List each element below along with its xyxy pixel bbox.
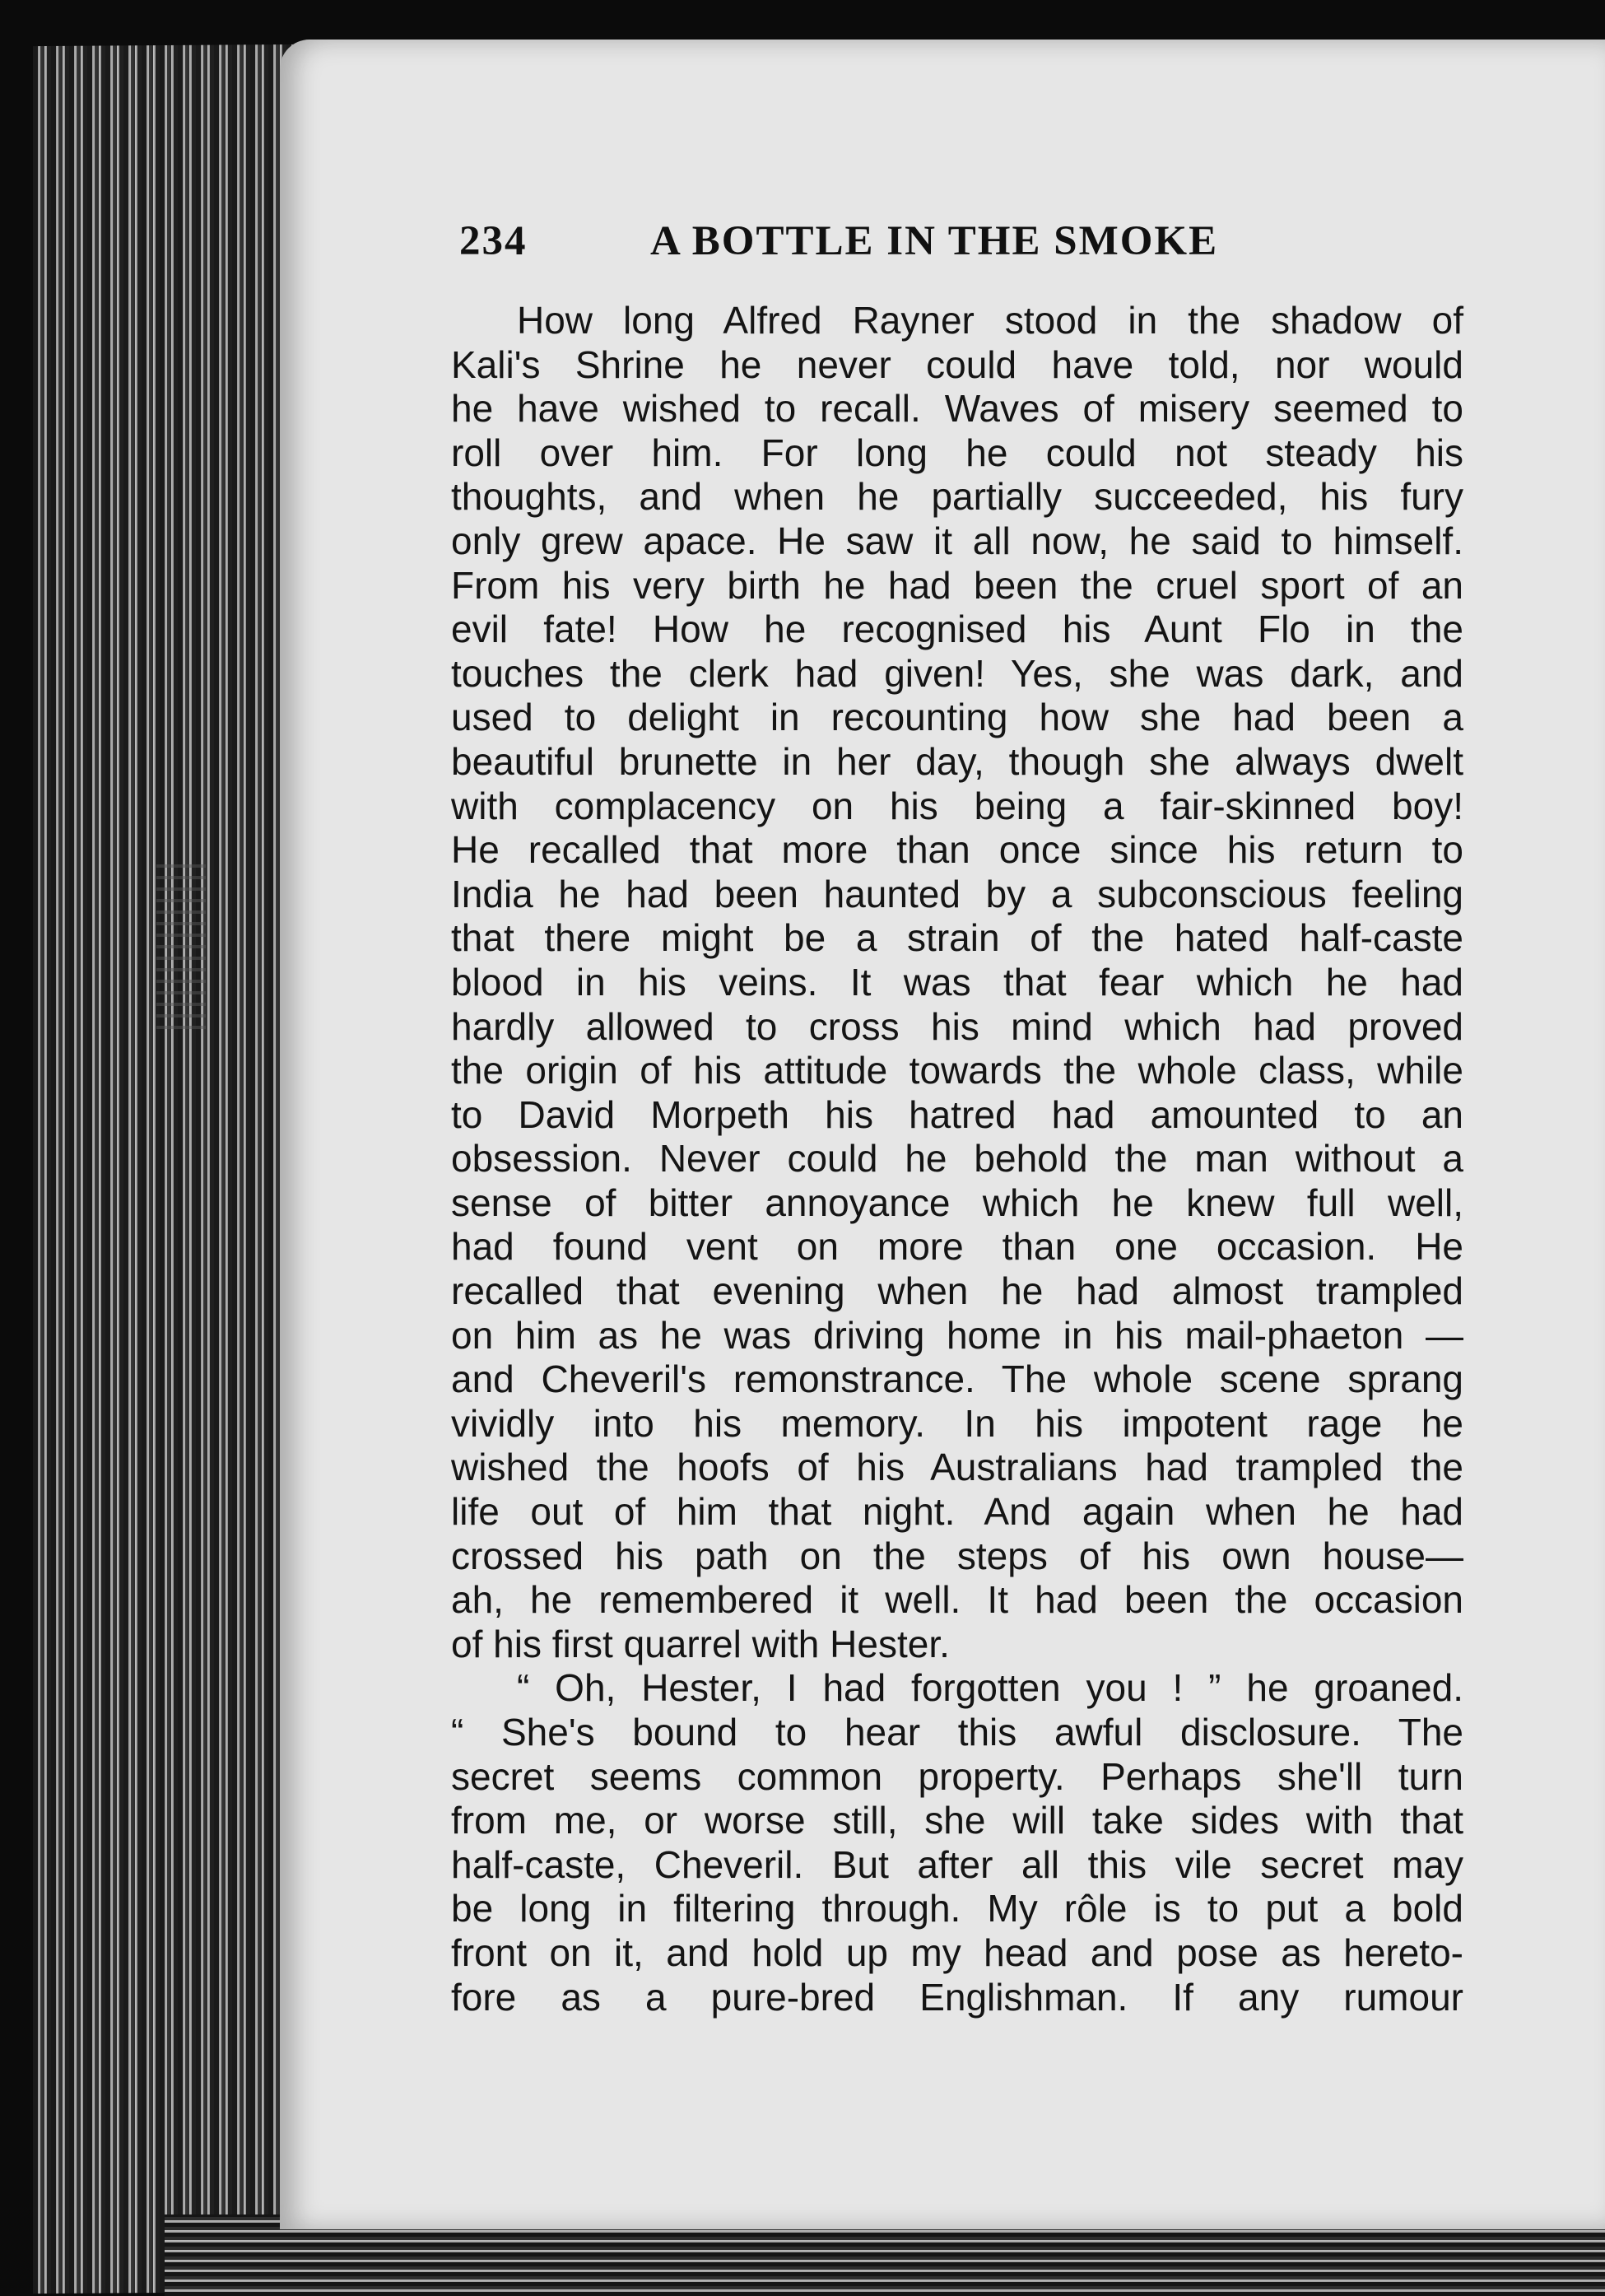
text-line: Kali's Shrine he never could have told, nor would	[451, 342, 1463, 386]
text-line: hardly allowed to cross his mind which had proved	[451, 1004, 1463, 1048]
text-line: thoughts, and when he partially succeeded, his fury	[451, 475, 1463, 519]
running-head	[459, 184, 1381, 264]
book-page	[280, 40, 1605, 2229]
text-line: “ Oh, Hester, I had forgotten you ! ” he groaned.	[517, 1666, 1463, 1710]
text-line: half-caste, Cheveril. But after all this vile secret may	[451, 1842, 1463, 1886]
text-line: life out of him that night. And again when he had	[451, 1490, 1463, 1534]
text-line: on him as he was driving home in his mail-phaeton —	[451, 1313, 1463, 1357]
text-line: be long in filtering through. My rôle is to put a bold	[451, 1887, 1463, 1930]
text-line: roll over him. For long he could not steady his	[451, 431, 1463, 474]
text-line: How long Alfred Rayner stood in the shadow of	[517, 299, 1463, 342]
text-line: with complacency on his being a fair-skinned boy!	[451, 784, 1463, 827]
text-line: obsession. Never could he behold the man without a	[451, 1137, 1463, 1181]
text-line: used to delight in recounting how she had been a	[451, 696, 1463, 739]
text-line: evil fate! How he recognised his Aunt Flo in the	[451, 608, 1463, 651]
text-line: front on it, and hold up my head and pose as hereto-	[451, 1930, 1463, 1974]
text-line: to David Morpeth his hatred had amounted to an	[451, 1092, 1463, 1136]
text-line: He recalled that more than once since his return to	[451, 828, 1463, 872]
text-line: had found vent on more than one occasion. He	[451, 1225, 1463, 1269]
running-title: A BOTTLE IN THE SMOKE	[650, 218, 1219, 264]
text-line: that there might be a strain of the hated half-caste	[451, 916, 1463, 960]
text-line: ah, he remembered it well. It had been the occasion	[451, 1578, 1463, 1622]
text-line: vividly into his memory. In his impotent rage he	[451, 1401, 1463, 1445]
scan-artifact	[156, 864, 206, 1029]
text-line: fore as a pure-bred Englishman. If any rumour	[451, 1975, 1463, 2019]
page-number: 234	[459, 218, 528, 264]
body-text	[451, 299, 1463, 2019]
text-line: India he had been haunted by a subconscious feeling	[451, 872, 1463, 915]
book-page-edges	[33, 44, 305, 2294]
text-line: “ She's bound to hear this awful disclosure. The	[451, 1711, 1463, 1753]
text-line: From his very birth he had been the cruel sport of an	[451, 563, 1463, 607]
text-line: recalled that evening when he had almost trampled	[451, 1269, 1463, 1313]
text-line: beautiful brunette in her day, though she always dwelt	[451, 739, 1463, 783]
text-line: wished the hoofs of his Australians had trampled the	[451, 1446, 1463, 1489]
text-line: crossed his path on the steps of his own house—	[451, 1534, 1463, 1577]
text-line: of his first quarrel with Hester.	[451, 1622, 950, 1665]
text-line: and Cheveril's remonstrance. The whole scene sprang	[451, 1358, 1463, 1401]
text-line: the origin of his attitude towards the whole class, while	[451, 1049, 1463, 1092]
text-line: secret seems common property. Perhaps she'll turn	[451, 1754, 1463, 1798]
text-line: touches the clerk had given! Yes, she was dark, and	[451, 651, 1463, 695]
text-line: sense of bitter annoyance which he knew full well,	[451, 1181, 1463, 1224]
text-line: blood in his veins. It was that fear which he had	[451, 960, 1463, 1004]
text-line: he have wished to recall. Waves of misery seemed to	[451, 387, 1463, 431]
text-line: from me, or worse still, she will take sides with that	[451, 1799, 1463, 1842]
text-line: only grew apace. He saw it all now, he said to himself.	[451, 519, 1463, 562]
